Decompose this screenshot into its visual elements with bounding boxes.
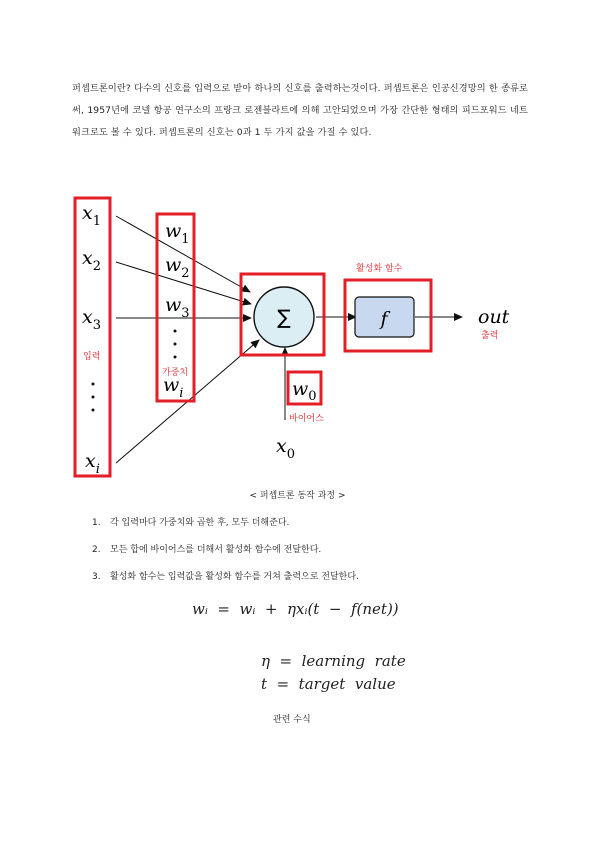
activation-symbol: f bbox=[380, 308, 388, 330]
weight-w1: $w_1$ bbox=[165, 220, 190, 247]
input-x3: $x_3$ bbox=[82, 306, 101, 333]
intro-paragraph: 퍼셉트론이란? 다수의 신호를 입력으로 받아 하나의 신호를 출력하는것이다. 퍼셉트론은 인공신경망의 한 종류로써, 1957년에 코넬 항공 연구소의 프랑크 로젠블라트에 의해 고안되었으며 가장 간단한 형태의 피드포워드 네트워크로도 볼 수 있다. 퍼셉트론의 신호는 0과 1 두 가지 값을 가질 수 있다. bbox=[72, 83, 528, 138]
sum-symbol: ∑ bbox=[277, 305, 291, 329]
list-item: 3. 활성화 함수는 입력값을 활성화 함수를 거쳐 출력으로 전달한다. bbox=[92, 572, 359, 582]
input-ellipsis-dot bbox=[92, 396, 95, 399]
input-x2: $x_2$ bbox=[82, 247, 101, 274]
bias-weight: $w_0$ bbox=[292, 378, 317, 404]
weight-w3: $w_3$ bbox=[165, 294, 190, 321]
list-item: 1. 각 입력마다 가중치와 곱한 후, 모두 더해준다. bbox=[92, 518, 290, 528]
weight-w2: $w_2$ bbox=[165, 254, 190, 281]
input-box bbox=[75, 198, 110, 476]
output-symbol: out bbox=[478, 306, 510, 328]
bias-input: $x_0$ bbox=[276, 435, 295, 462]
output-label: 출력 bbox=[481, 331, 499, 341]
step-list bbox=[72, 513, 359, 594]
list-item: 2. 모든 합에 바이어스를 더해서 활성화 함수에 전달한다. bbox=[92, 545, 322, 555]
related-formula-caption: 관련 수식 bbox=[273, 715, 311, 725]
input-xi: $x_i$ bbox=[85, 450, 100, 477]
activation-label: 활성화 함수 bbox=[356, 264, 403, 274]
update-formula: wᵢ = wᵢ + ηxᵢ(t − f(net)) bbox=[192, 600, 399, 618]
target-definition: t = target value bbox=[261, 675, 396, 693]
eta-definition: η = learning rate bbox=[261, 652, 406, 670]
weight-ellipsis-dot bbox=[174, 356, 177, 359]
input-x1: $x_1$ bbox=[82, 202, 101, 229]
input-label: 입력 bbox=[83, 352, 101, 362]
input-ellipsis-dot bbox=[92, 383, 95, 386]
diagram-caption: < 퍼셉트론 동작 과정 > bbox=[249, 491, 346, 501]
input-ellipsis-dot bbox=[92, 409, 95, 412]
weight-ellipsis-dot bbox=[174, 330, 177, 333]
weight-label: 가중치 bbox=[162, 368, 189, 378]
weight-wi: $w_i$ bbox=[163, 374, 184, 401]
weight-ellipsis-dot bbox=[174, 343, 177, 346]
bias-label: 바이어스 bbox=[289, 414, 324, 424]
